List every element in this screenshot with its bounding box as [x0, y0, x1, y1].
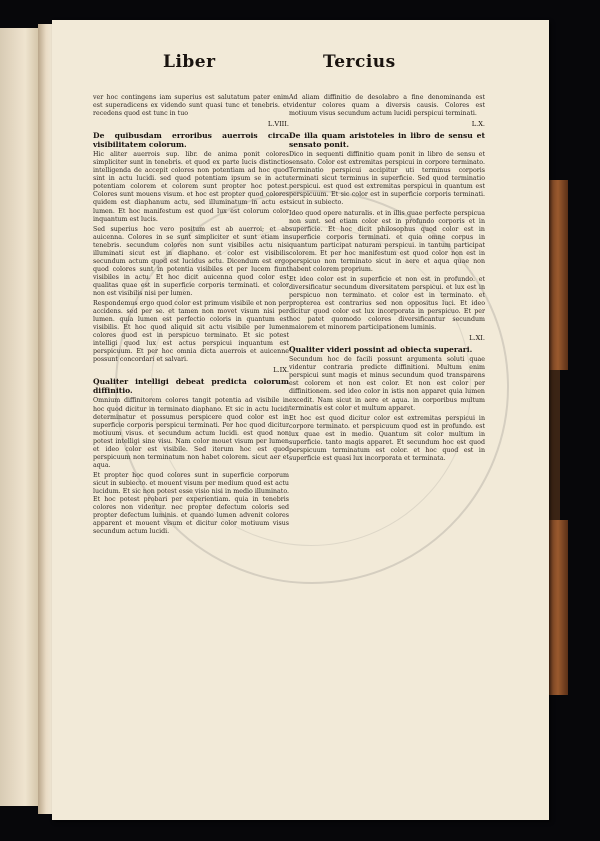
body-paragraph: Secundum hoc de facili possunt argumenta soluti quae videntur contraria predicte diffinitioni. Multum enim perspicui sunt magis et minus secundum quod transparens est colorem et non est color. Et non est color per diffinitionem. sed ideo color in istis non apparet quia lumen excedit. Nam sicut in aere et aqua. in corporibus multum terminatis est color et multum apparet.: [289, 356, 485, 412]
chapter-heading: Qualiter intelligi debeat predicta colorum diffinitio.: [93, 377, 289, 396]
body-paragraph: Ad aliam diffinitio de desolabro a fine denominanda est videntur colores quam a diversis causis. Colores est motiuum visus secundum actum lucidi perspicui terminati.: [289, 94, 485, 118]
left-page-edge: [0, 28, 42, 806]
chapter-heading: De illa quam aristoteles in libro de sensu et sensato ponit.: [289, 131, 485, 150]
body-paragraph: Et hoc est quod dicitur color est extremitas perspicui in corpore terminato. et perspicuum quod est in profundo. est lux quae est in medio. Quantum sit color multum in superficie. tanto magis apparet. Et secundum hoc est quod perspicuum terminatum est color. et hoc quod est in superficie est quasi lux incorporata et terminata.: [289, 414, 485, 462]
binding-board-middle: [548, 370, 560, 520]
chapter-heading: Qualiter videri possint ad obiecta superari.: [289, 345, 473, 355]
body-paragraph: Omnium diffinitorem colores tangit potentia ad visibile in hoc quod dicitur in terminato diaphano. Et sic in actu lucidi determinatur et possumus perspicere quod color est in superficie corporis perspicui terminati. Per hoc quod dicitur motiuum visus. et secundum actum lucidi. est quod non potest intelligi sine visu. Nam color mouet visum per lumen et ideo color est visibile. Sed iterum hoc est quod perspicuum non terminatum non habet colorem. sicut aer et aqua.: [93, 397, 289, 469]
body-paragraph: Sed superius hoc vero positum est ab auerroi; et ab auicenna. Colores in se sunt simpliciter et sunt etiam in tenebris. secundum colores non sunt visibiles actu nisi illuminati sicut est in diaphano. et color est visibilis secundum actum quod est lucidus actu. Dicendum est ergo quod colores sunt in potentia visibiles et per lucem fiunt visibiles in actu. Et hoc dicit auicenna quod color est qualitas quae est in superficie corporis terminati. et color non est visibilis nisi per lumen.: [93, 225, 289, 297]
chapter-number: L.XI.: [469, 334, 485, 343]
body-paragraph: Et ideo color est in superficie et non est in profundo. et diversificatur secundum diversitatem perspicui. et lux est in perspicuo non terminato. et color est in terminato. et propterea est contrarius sed non oppositus luci. Et ideo dicitur quod color est lux incorporata in perspicuo. Et per hoc patet quomodo colores diversificantur secundum maiorem et minorem participationem luminis.: [289, 275, 485, 332]
body-paragraph: Hic aliter auerrois sup. libr. de anima ponit colores simpliciter sunt in tenebris. et quod ex parte lucis distinctio intelligenda de accepit colores non potentiam ad hoc quod sint in actu lucidi. sed quod potentiam ipsum se in actu potentiam colorem et colorem sunt propter hoc potest. Colores sunt mouens visum. et hoc est propter quod colores quidem est diaphanum actu, sed illuminatum in actu est lumen. Et hoc manifestum est quod lux est colorum color inquantum est lucis.: [93, 151, 289, 223]
chapter-heading: De quibusdam erroribus auerrois circa visibilitatem colorum.: [93, 131, 289, 150]
running-head-right: Tercius: [323, 52, 396, 72]
chapter-number: L.VIII.: [267, 120, 289, 129]
running-head-left: Liber: [163, 52, 216, 72]
binding-board-bottom: [548, 520, 568, 695]
chapter-number: L.X.: [471, 120, 485, 129]
body-paragraph: ver hoc contingens iam superius est salutatum pater enim est superadicens ex videndo sunt quasi tunc et tenebris. et recedens quod est tunc in tuo: [93, 94, 289, 118]
body-paragraph: Et propter hoc quod colores sunt in superficie corporum sicut in subiecto. et mouent visum per medium quod est actu lucidum. Et sic non potest esse visio nisi in medio illuminato. Et hoc potest probari per experientiam. quia in tenebris colores non videntur. nec propter defectum coloris sed propter defectum luminis. et quando lumen advenit colores apparent et mouent visum et dicitur color motiuum visus secundum actum lucidi.: [93, 471, 289, 536]
text-column-left: [93, 94, 289, 784]
body-paragraph: Dico in sequenti diffinitio quam ponit in libro de sensu et sensato. Color est extremitas perspicui in corpore terminato. Terminatio perspicui accipitur uti terminus corporis terminati sicut terminus in superficie. Sed quod terminatio perspicui. est quod est extremitas perspicui in quantum est perspicuum. Et sic color est in superficie corporis terminati. sicut in subiecto.: [289, 151, 485, 207]
text-column-right: [289, 94, 485, 784]
body-paragraph: Respondemus ergo quod color est primum visibile et non per accidens. sed per se. et tamen non movet visum nisi per lumen. quia lumen est perfectio coloris in quantum est visibilis. Et hoc quod aliquid sit actu visibile per lumen colores quod est in perspicuo terminato. Et sic potest intelligi quod lux est actus perspicui inquantum est perspicuum. Et per hoc omnia dicta auerrois et auicenne possunt concordari et salvari.: [93, 300, 289, 364]
body-paragraph: Ideo quod opere naturalis. et in illis quae perfecte perspicua non sunt. sed etiam color est in profundo corporis et in superficie. Et hoc dicit philosophus quod color est in superficie corporis terminati. et quia omne corpus in quantum participat naturam perspicui. in tantum participat colorem. Et per hoc manifestum est quod color non est in perspicuo non terminato sicut in aere et aqua quae non habent colorem proprium.: [289, 209, 485, 273]
chapter-number: L.IX.: [273, 366, 289, 375]
binding-board-top: [548, 180, 568, 370]
